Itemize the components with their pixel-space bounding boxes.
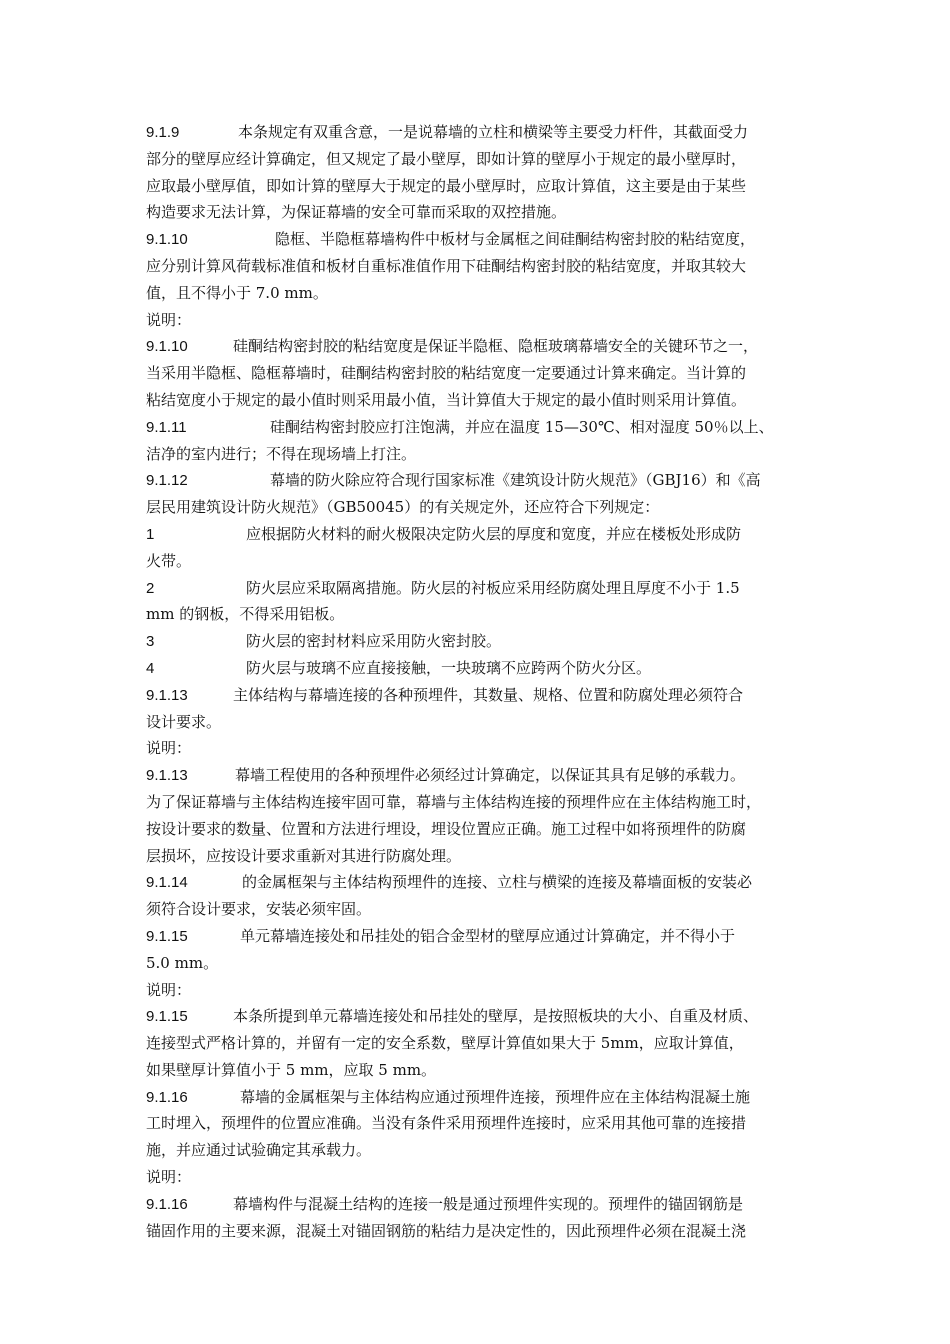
text-line bbox=[146, 843, 810, 870]
clause-line bbox=[146, 1003, 810, 1030]
clause-number: 9.1.12 bbox=[146, 472, 188, 490]
text-line bbox=[146, 199, 810, 226]
clause-number: 1 bbox=[146, 525, 155, 543]
clause-number: 2 bbox=[146, 579, 155, 597]
line-text: 幕墙工程使用的各种预埋件必须经过计算确定，以保证其具有足够的承载力。 bbox=[235, 766, 746, 785]
clause-line bbox=[146, 467, 810, 494]
line-text: 硅酮结构密封胶应打注饱满，并应在温度 15—30℃、相对湿度 50％以上、 bbox=[270, 417, 774, 436]
line-text: 的金属框架与主体结构预埋件的连接、立柱与横梁的连接及幕墙面板的安装必 bbox=[242, 873, 753, 892]
line-text: 防火层应采取隔离措施。防火层的衬板应采用经防腐处理且厚度不小于 1.5 bbox=[246, 578, 740, 597]
clause-number: 9.1.15 bbox=[146, 927, 188, 945]
clause-number: 9.1.16 bbox=[146, 1195, 188, 1213]
line-text: 幕墙的金属框架与主体结构应通过预埋件连接，预埋件应在主体结构混凝土施 bbox=[240, 1087, 751, 1106]
line-text: 本条所提到单元幕墙连接处和吊挂处的壁厚，是按照板块的大小、自重及材质、 bbox=[233, 1007, 759, 1026]
line-text: 设计要求。 bbox=[146, 712, 222, 731]
clause-number: 9.1.9 bbox=[146, 124, 180, 141]
line-text: 须符合设计要求，安装必须牢固。 bbox=[146, 900, 372, 919]
text-line bbox=[146, 494, 810, 521]
line-text: 单元幕墙连接处和吊挂处的铝合金型材的壁厚应通过计算确定，并不得小于 bbox=[240, 926, 736, 945]
text-line bbox=[146, 1110, 810, 1137]
clause-line bbox=[146, 869, 810, 896]
text-line bbox=[146, 253, 810, 280]
clause-number: 9.1.15 bbox=[146, 1008, 188, 1026]
text-line bbox=[146, 1057, 810, 1084]
clause-number: 9.1.13 bbox=[146, 767, 188, 785]
line-text: 洁净的室内进行；不得在现场墙上打注。 bbox=[146, 444, 417, 463]
line-text: 层损坏，应按设计要求重新对其进行防腐处理。 bbox=[146, 846, 462, 865]
clause-line bbox=[146, 521, 810, 548]
clause-number: 9.1.11 bbox=[146, 418, 187, 436]
line-text: 连接型式严格计算的，并留有一定的安全系数，壁厚计算值如果大于 5mm，应取计算值， bbox=[146, 1034, 744, 1053]
line-text: 硅酮结构密封胶的粘结宽度是保证半隐框、隐框玻璃幕墙安全的关键环节之一， bbox=[233, 337, 759, 356]
clause-number: 4 bbox=[146, 659, 155, 677]
line-text: 工时埋入，预埋件的位置应准确。当没有条件采用预埋件连接时，应采用其他可靠的连接措 bbox=[146, 1114, 747, 1133]
line-text: mm 的钢板，不得采用铝板。 bbox=[146, 605, 345, 624]
line-text: 应根据防火材料的耐火极限决定防火层的厚度和宽度，并应在楼板处形成防 bbox=[246, 524, 742, 543]
line-text: 主体结构与幕墙连接的各种预埋件，其数量、规格、位置和防腐处理必须符合 bbox=[233, 685, 744, 704]
line-text: 锚固作用的主要来源，混凝土对锚固钢筋的粘结力是决定性的，因此预埋件必须在混凝土浇 bbox=[146, 1221, 747, 1240]
clause-number: 9.1.14 bbox=[146, 874, 188, 892]
line-text: 按设计要求的数量、位置和方法进行埋设，埋设位置应正确。施工过程中如将预埋件的防腐 bbox=[146, 819, 747, 838]
line-text: 幕墙的防火除应符合现行国家标准《建筑设计防火规范》（GBJ16）和《高 bbox=[270, 471, 761, 490]
clause-line bbox=[146, 762, 810, 789]
line-text: 说明： bbox=[146, 980, 192, 999]
document-body bbox=[146, 119, 810, 1244]
line-text: 火带。 bbox=[146, 551, 192, 570]
text-line bbox=[146, 977, 810, 1004]
text-line bbox=[146, 173, 810, 200]
text-line bbox=[146, 950, 810, 977]
line-text: 隐框、半隐框幕墙构件中板材与金属框之间硅酮结构密封胶的粘结宽度， bbox=[275, 230, 756, 249]
text-line bbox=[146, 360, 810, 387]
clause-line bbox=[146, 414, 810, 441]
line-text: 幕墙构件与混凝土结构的连接一般是通过预埋件实现的。预埋件的锚固钢筋是 bbox=[233, 1194, 744, 1213]
text-line bbox=[146, 1218, 810, 1245]
clause-number: 9.1.10 bbox=[146, 231, 188, 249]
line-text: 当采用半隐框、隐框幕墙时，硅酮结构密封胶的粘结宽度一定要通过计算来确定。当计算的 bbox=[146, 364, 747, 383]
line-text: 如果壁厚计算值小于 5 mm，应取 5 mm。 bbox=[146, 1060, 437, 1079]
text-line bbox=[146, 1137, 810, 1164]
text-line bbox=[146, 735, 810, 762]
clause-line bbox=[146, 333, 810, 360]
text-line bbox=[146, 387, 810, 414]
clause-number: 3 bbox=[146, 633, 155, 651]
clause-line bbox=[146, 1084, 810, 1111]
text-line bbox=[146, 816, 810, 843]
text-line bbox=[146, 146, 810, 173]
text-line bbox=[146, 441, 810, 468]
line-text: 说明： bbox=[146, 310, 192, 329]
line-text: 层民用建筑设计防火规范》（GB50045）的有关规定外，还应符合下列规定： bbox=[146, 498, 660, 517]
text-line bbox=[146, 1164, 810, 1191]
line-text: 构造要求无法计算，为保证幕墙的安全可靠而采取的双控措施。 bbox=[146, 203, 567, 222]
clause-number: 9.1.10 bbox=[146, 338, 188, 356]
line-text: 5.0 mm。 bbox=[146, 953, 219, 972]
text-line bbox=[146, 789, 810, 816]
clause-line bbox=[146, 575, 810, 602]
line-text: 本条规定有双重含意，一是说幕墙的立柱和横梁等主要受力杆件，其截面受力 bbox=[238, 123, 749, 141]
clause-line bbox=[146, 226, 810, 253]
clause-line bbox=[146, 923, 810, 950]
line-text: 应取最小壁厚值，即如计算的壁厚大于规定的最小壁厚时，应取计算值，这主要是由于某些 bbox=[146, 176, 747, 195]
clause-number: 9.1.16 bbox=[146, 1088, 188, 1106]
line-text: 说明： bbox=[146, 739, 192, 758]
line-text: 应分别计算风荷载标准值和板材自重标准值作用下硅酮结构密封胶的粘结宽度，并取其较大 bbox=[146, 256, 747, 275]
line-text: 防火层与玻璃不应直接接触，一块玻璃不应跨两个防火分区。 bbox=[246, 658, 652, 677]
clause-line bbox=[146, 655, 810, 682]
clause-line bbox=[146, 682, 810, 709]
line-text: 粘结宽度小于规定的最小值时则采用最小值，当计算值大于规定的最小值时则采用计算值。 bbox=[146, 390, 747, 409]
line-text: 说明： bbox=[146, 1168, 192, 1187]
clause-line bbox=[146, 119, 810, 146]
line-text: 为了保证幕墙与主体结构连接牢固可靠，幕墙与主体结构连接的预埋件应在主体结构施工时， bbox=[146, 792, 762, 811]
text-line bbox=[146, 280, 810, 307]
line-text: 值，且不得小于 7.0 mm。 bbox=[146, 283, 328, 302]
text-line bbox=[146, 896, 810, 923]
text-line bbox=[146, 1030, 810, 1057]
text-line bbox=[146, 548, 810, 575]
text-line bbox=[146, 709, 810, 736]
line-text: 防火层的密封材料应采用防火密封胶。 bbox=[246, 632, 502, 651]
clause-number: 9.1.13 bbox=[146, 686, 188, 704]
line-text: 部分的壁厚应经计算确定，但又规定了最小壁厚，即如计算的壁厚小于规定的最小壁厚时， bbox=[146, 149, 747, 168]
text-line bbox=[146, 307, 810, 334]
line-text: 施，并应通过试验确定其承载力。 bbox=[146, 1141, 372, 1160]
clause-line bbox=[146, 1191, 810, 1218]
text-line bbox=[146, 601, 810, 628]
clause-line bbox=[146, 628, 810, 655]
